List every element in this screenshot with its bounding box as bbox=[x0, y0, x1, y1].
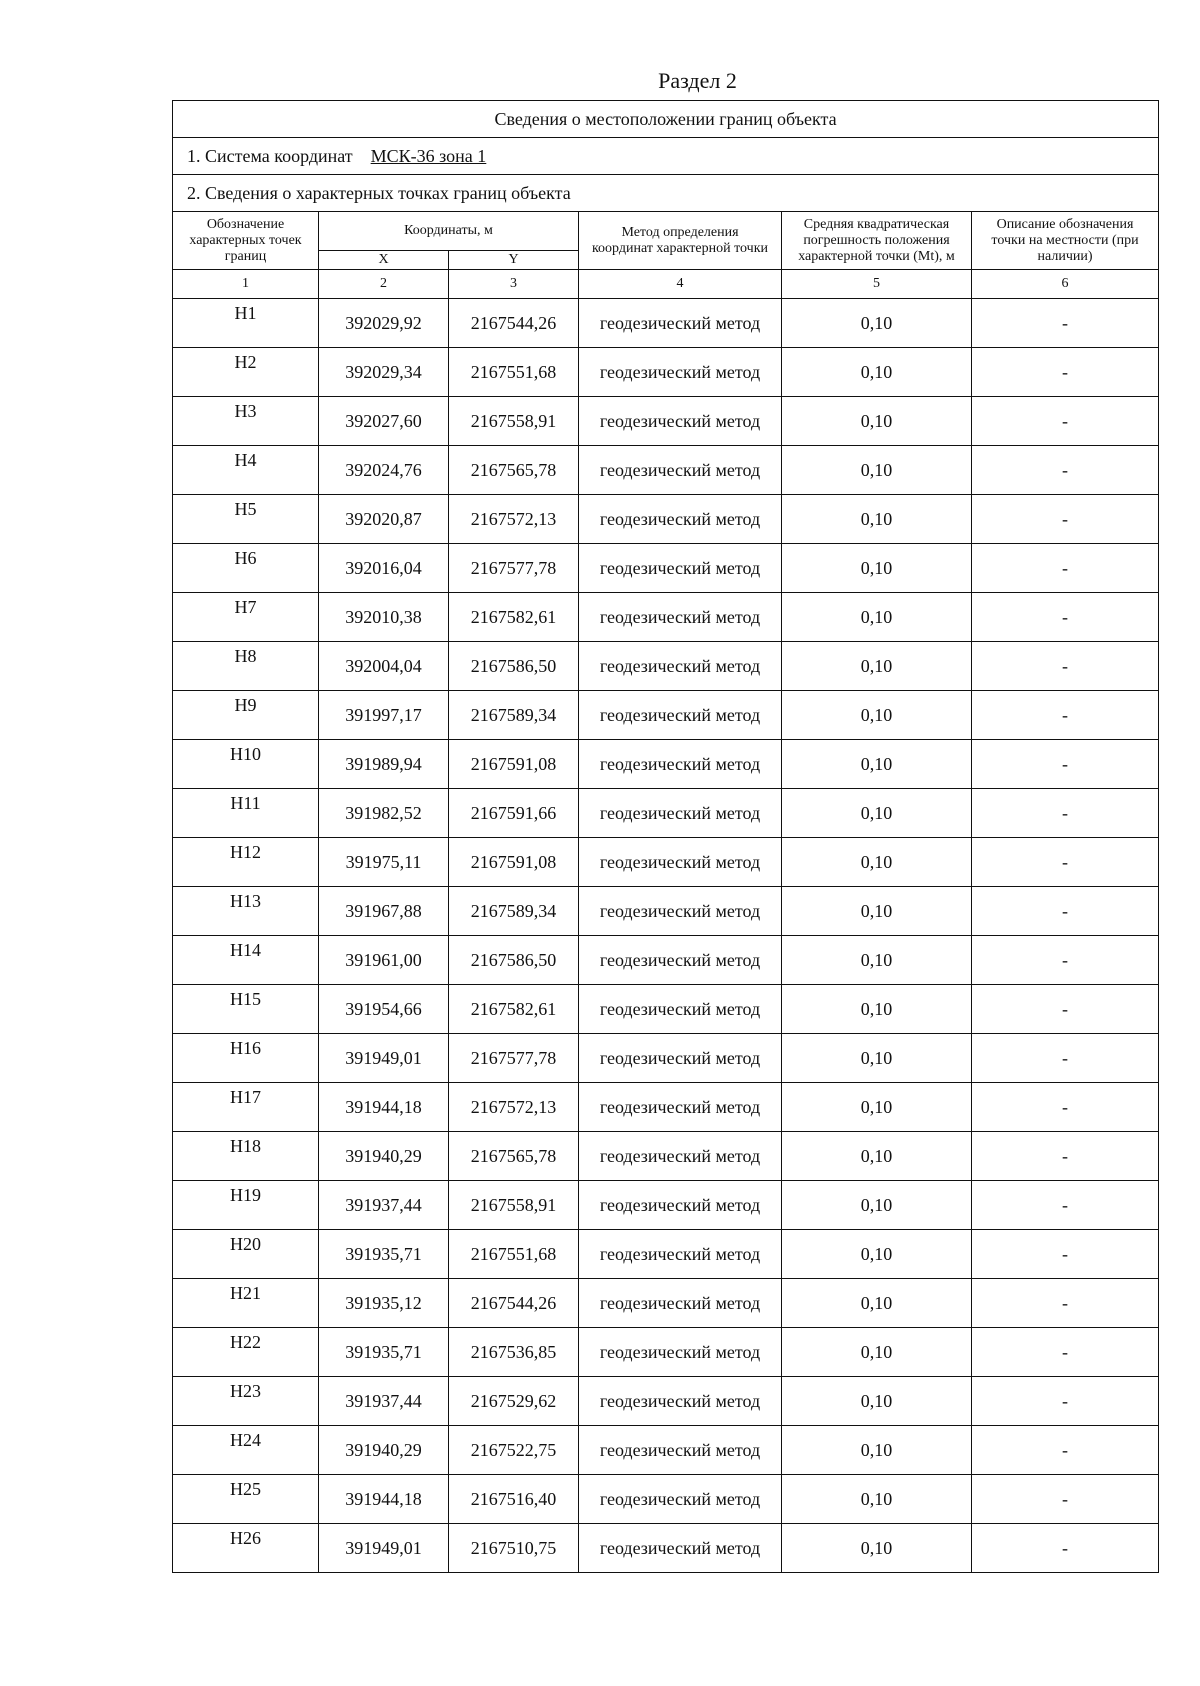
method: геодезический метод bbox=[579, 348, 782, 397]
description: - bbox=[972, 397, 1159, 446]
error-value: 0,10 bbox=[782, 495, 972, 544]
point-id: Н3 bbox=[173, 397, 319, 446]
error-value: 0,10 bbox=[782, 936, 972, 985]
coord-y: 2167551,68 bbox=[449, 1230, 579, 1279]
method: геодезический метод bbox=[579, 691, 782, 740]
coord-y: 2167591,08 bbox=[449, 740, 579, 789]
table-row bbox=[173, 1328, 1159, 1377]
table-row bbox=[173, 1034, 1159, 1083]
table-row bbox=[173, 446, 1159, 495]
coord-x: 391975,11 bbox=[319, 838, 449, 887]
coord-x: 391935,71 bbox=[319, 1328, 449, 1377]
coord-x: 391935,71 bbox=[319, 1230, 449, 1279]
error-value: 0,10 bbox=[782, 1524, 972, 1573]
table-row bbox=[173, 740, 1159, 789]
method: геодезический метод bbox=[579, 397, 782, 446]
point-id: Н23 bbox=[173, 1377, 319, 1426]
error-value: 0,10 bbox=[782, 593, 972, 642]
method: геодезический метод bbox=[579, 544, 782, 593]
error-value: 0,10 bbox=[782, 446, 972, 495]
method: геодезический метод bbox=[579, 887, 782, 936]
table-row bbox=[173, 985, 1159, 1034]
coord-y: 2167577,78 bbox=[449, 544, 579, 593]
coord-x: 392029,92 bbox=[319, 299, 449, 348]
coord-y: 2167516,40 bbox=[449, 1475, 579, 1524]
table-row bbox=[173, 348, 1159, 397]
error-value: 0,10 bbox=[782, 1034, 972, 1083]
description: - bbox=[972, 789, 1159, 838]
method: геодезический метод bbox=[579, 1083, 782, 1132]
error-value: 0,10 bbox=[782, 740, 972, 789]
description: - bbox=[972, 838, 1159, 887]
table-row bbox=[173, 1230, 1159, 1279]
coord-x: 391967,88 bbox=[319, 887, 449, 936]
point-id: Н22 bbox=[173, 1328, 319, 1377]
coord-x: 392020,87 bbox=[319, 495, 449, 544]
point-id: Н17 bbox=[173, 1083, 319, 1132]
error-value: 0,10 bbox=[782, 397, 972, 446]
table-row bbox=[173, 495, 1159, 544]
error-value: 0,10 bbox=[782, 348, 972, 397]
header-line: координат характерной точки bbox=[591, 240, 769, 256]
coord-x: 392016,04 bbox=[319, 544, 449, 593]
coord-y: 2167589,34 bbox=[449, 691, 579, 740]
coord-x: 391961,00 bbox=[319, 936, 449, 985]
coord-y: 2167582,61 bbox=[449, 985, 579, 1034]
coord-x: 392010,38 bbox=[319, 593, 449, 642]
coord-x: 391949,01 bbox=[319, 1524, 449, 1573]
table-row bbox=[173, 1524, 1159, 1573]
error-value: 0,10 bbox=[782, 1475, 972, 1524]
coord-y: 2167510,75 bbox=[449, 1524, 579, 1573]
description: - bbox=[972, 299, 1159, 348]
description: - bbox=[972, 691, 1159, 740]
table-row bbox=[173, 1475, 1159, 1524]
header-line: характерной точки (Mt), м bbox=[798, 248, 955, 264]
point-id: Н13 bbox=[173, 887, 319, 936]
point-id: Н1 bbox=[173, 299, 319, 348]
coord-y: 2167536,85 bbox=[449, 1328, 579, 1377]
col-header-error bbox=[782, 212, 972, 270]
crs-row bbox=[173, 138, 1159, 175]
col-number: 1 bbox=[173, 270, 319, 299]
error-value: 0,10 bbox=[782, 1083, 972, 1132]
description: - bbox=[972, 1083, 1159, 1132]
coord-y: 2167591,08 bbox=[449, 838, 579, 887]
crs-value: МСК-36 зона 1 bbox=[370, 145, 487, 166]
coord-x: 391944,18 bbox=[319, 1083, 449, 1132]
method: геодезический метод bbox=[579, 1279, 782, 1328]
coord-y: 2167572,13 bbox=[449, 495, 579, 544]
description: - bbox=[972, 936, 1159, 985]
coord-y: 2167589,34 bbox=[449, 887, 579, 936]
table-title: Сведения о местоположении границ объекта bbox=[173, 101, 1159, 138]
header-line: Средняя квадратическая bbox=[803, 216, 950, 232]
description: - bbox=[972, 642, 1159, 691]
coord-y: 2167544,26 bbox=[449, 1279, 579, 1328]
coord-x: 392004,04 bbox=[319, 642, 449, 691]
col-header-description bbox=[972, 212, 1159, 270]
header-line: Метод определения bbox=[621, 224, 739, 240]
coord-x: 392027,60 bbox=[319, 397, 449, 446]
method: геодезический метод bbox=[579, 642, 782, 691]
header-line: точки на местности (при bbox=[991, 232, 1139, 248]
method: геодезический метод bbox=[579, 1181, 782, 1230]
coord-y: 2167565,78 bbox=[449, 446, 579, 495]
header-line: наличии) bbox=[1037, 248, 1093, 264]
point-id: Н4 bbox=[173, 446, 319, 495]
header-line: Описание обозначения bbox=[996, 216, 1134, 232]
error-value: 0,10 bbox=[782, 544, 972, 593]
points-header: 2. Сведения о характерных точках границ объекта bbox=[173, 175, 1159, 212]
boundary-points-table bbox=[172, 100, 1159, 1573]
coord-x: 391937,44 bbox=[319, 1181, 449, 1230]
coord-x: 392029,34 bbox=[319, 348, 449, 397]
col-header-x: X bbox=[319, 251, 449, 270]
point-id: Н16 bbox=[173, 1034, 319, 1083]
description: - bbox=[972, 887, 1159, 936]
header-line: Обозначение bbox=[206, 216, 285, 232]
col-header-method bbox=[579, 212, 782, 270]
point-id: Н24 bbox=[173, 1426, 319, 1475]
coord-y: 2167572,13 bbox=[449, 1083, 579, 1132]
point-id: Н5 bbox=[173, 495, 319, 544]
method: геодезический метод bbox=[579, 838, 782, 887]
error-value: 0,10 bbox=[782, 691, 972, 740]
coord-y: 2167551,68 bbox=[449, 348, 579, 397]
table-row bbox=[173, 691, 1159, 740]
table-row bbox=[173, 887, 1159, 936]
error-value: 0,10 bbox=[782, 1230, 972, 1279]
error-value: 0,10 bbox=[782, 838, 972, 887]
error-value: 0,10 bbox=[782, 789, 972, 838]
error-value: 0,10 bbox=[782, 642, 972, 691]
header-line: характерных точек bbox=[189, 232, 302, 248]
point-id: Н11 bbox=[173, 789, 319, 838]
method: геодезический метод bbox=[579, 1524, 782, 1573]
table-row bbox=[173, 544, 1159, 593]
coord-x: 391944,18 bbox=[319, 1475, 449, 1524]
method: геодезический метод bbox=[579, 1034, 782, 1083]
method: геодезический метод bbox=[579, 1475, 782, 1524]
method: геодезический метод bbox=[579, 789, 782, 838]
method: геодезический метод bbox=[579, 1328, 782, 1377]
table-row bbox=[173, 1426, 1159, 1475]
point-id: Н6 bbox=[173, 544, 319, 593]
error-value: 0,10 bbox=[782, 1132, 972, 1181]
description: - bbox=[972, 1279, 1159, 1328]
coord-y: 2167565,78 bbox=[449, 1132, 579, 1181]
col-number: 5 bbox=[782, 270, 972, 299]
description: - bbox=[972, 1426, 1159, 1475]
method: геодезический метод bbox=[579, 495, 782, 544]
coord-x: 391937,44 bbox=[319, 1377, 449, 1426]
point-id: Н8 bbox=[173, 642, 319, 691]
col-header-coords: Координаты, м bbox=[319, 212, 579, 251]
method: геодезический метод bbox=[579, 299, 782, 348]
table-row bbox=[173, 1083, 1159, 1132]
error-value: 0,10 bbox=[782, 299, 972, 348]
coord-x: 391940,29 bbox=[319, 1426, 449, 1475]
header-line: границ bbox=[224, 248, 267, 264]
description: - bbox=[972, 348, 1159, 397]
col-number: 2 bbox=[319, 270, 449, 299]
coord-y: 2167522,75 bbox=[449, 1426, 579, 1475]
coord-x: 392024,76 bbox=[319, 446, 449, 495]
method: геодезический метод bbox=[579, 446, 782, 495]
coord-x: 391935,12 bbox=[319, 1279, 449, 1328]
method: геодезический метод bbox=[579, 1426, 782, 1475]
error-value: 0,10 bbox=[782, 985, 972, 1034]
coord-y: 2167591,66 bbox=[449, 789, 579, 838]
col-number: 6 bbox=[972, 270, 1159, 299]
point-id: Н20 bbox=[173, 1230, 319, 1279]
method: геодезический метод bbox=[579, 593, 782, 642]
coord-y: 2167577,78 bbox=[449, 1034, 579, 1083]
description: - bbox=[972, 1475, 1159, 1524]
table-row bbox=[173, 789, 1159, 838]
method: геодезический метод bbox=[579, 985, 782, 1034]
method: геодезический метод bbox=[579, 936, 782, 985]
description: - bbox=[972, 1230, 1159, 1279]
coord-x: 391989,94 bbox=[319, 740, 449, 789]
description: - bbox=[972, 1524, 1159, 1573]
col-number: 3 bbox=[449, 270, 579, 299]
error-value: 0,10 bbox=[782, 1279, 972, 1328]
table-row bbox=[173, 1132, 1159, 1181]
point-id: Н7 bbox=[173, 593, 319, 642]
table-row bbox=[173, 299, 1159, 348]
point-id: Н25 bbox=[173, 1475, 319, 1524]
point-id: Н9 bbox=[173, 691, 319, 740]
point-id: Н2 bbox=[173, 348, 319, 397]
error-value: 0,10 bbox=[782, 1328, 972, 1377]
section-title: Раздел 2 bbox=[658, 68, 737, 93]
table-row bbox=[173, 1181, 1159, 1230]
coord-x: 391940,29 bbox=[319, 1132, 449, 1181]
col-header-designation bbox=[173, 212, 319, 270]
point-id: Н19 bbox=[173, 1181, 319, 1230]
coord-x: 391954,66 bbox=[319, 985, 449, 1034]
description: - bbox=[972, 446, 1159, 495]
method: геодезический метод bbox=[579, 1377, 782, 1426]
method: геодезический метод bbox=[579, 1230, 782, 1279]
table-row bbox=[173, 593, 1159, 642]
description: - bbox=[972, 1328, 1159, 1377]
description: - bbox=[972, 593, 1159, 642]
coord-x: 391982,52 bbox=[319, 789, 449, 838]
col-number: 4 bbox=[579, 270, 782, 299]
method: геодезический метод bbox=[579, 740, 782, 789]
point-id: Н12 bbox=[173, 838, 319, 887]
error-value: 0,10 bbox=[782, 887, 972, 936]
description: - bbox=[972, 1377, 1159, 1426]
coord-y: 2167544,26 bbox=[449, 299, 579, 348]
table-row bbox=[173, 397, 1159, 446]
point-id: Н15 bbox=[173, 985, 319, 1034]
description: - bbox=[972, 1181, 1159, 1230]
point-id: Н10 bbox=[173, 740, 319, 789]
crs-label: 1. Система координат bbox=[187, 145, 353, 166]
point-id: Н26 bbox=[173, 1524, 319, 1573]
point-id: Н21 bbox=[173, 1279, 319, 1328]
description: - bbox=[972, 1132, 1159, 1181]
description: - bbox=[972, 495, 1159, 544]
error-value: 0,10 bbox=[782, 1181, 972, 1230]
description: - bbox=[972, 544, 1159, 593]
header-line: погрешность положения bbox=[803, 232, 950, 248]
coord-x: 391949,01 bbox=[319, 1034, 449, 1083]
coord-y: 2167586,50 bbox=[449, 642, 579, 691]
method: геодезический метод bbox=[579, 1132, 782, 1181]
coord-y: 2167558,91 bbox=[449, 397, 579, 446]
col-header-y: Y bbox=[449, 251, 579, 270]
coord-y: 2167558,91 bbox=[449, 1181, 579, 1230]
error-value: 0,10 bbox=[782, 1377, 972, 1426]
point-id: Н14 bbox=[173, 936, 319, 985]
error-value: 0,10 bbox=[782, 1426, 972, 1475]
description: - bbox=[972, 985, 1159, 1034]
coord-y: 2167529,62 bbox=[449, 1377, 579, 1426]
point-id: Н18 bbox=[173, 1132, 319, 1181]
table-row bbox=[173, 1279, 1159, 1328]
table-row bbox=[173, 1377, 1159, 1426]
table-row bbox=[173, 936, 1159, 985]
coord-x: 391997,17 bbox=[319, 691, 449, 740]
coord-y: 2167582,61 bbox=[449, 593, 579, 642]
table-row bbox=[173, 838, 1159, 887]
description: - bbox=[972, 740, 1159, 789]
coord-y: 2167586,50 bbox=[449, 936, 579, 985]
description: - bbox=[972, 1034, 1159, 1083]
table-row bbox=[173, 642, 1159, 691]
